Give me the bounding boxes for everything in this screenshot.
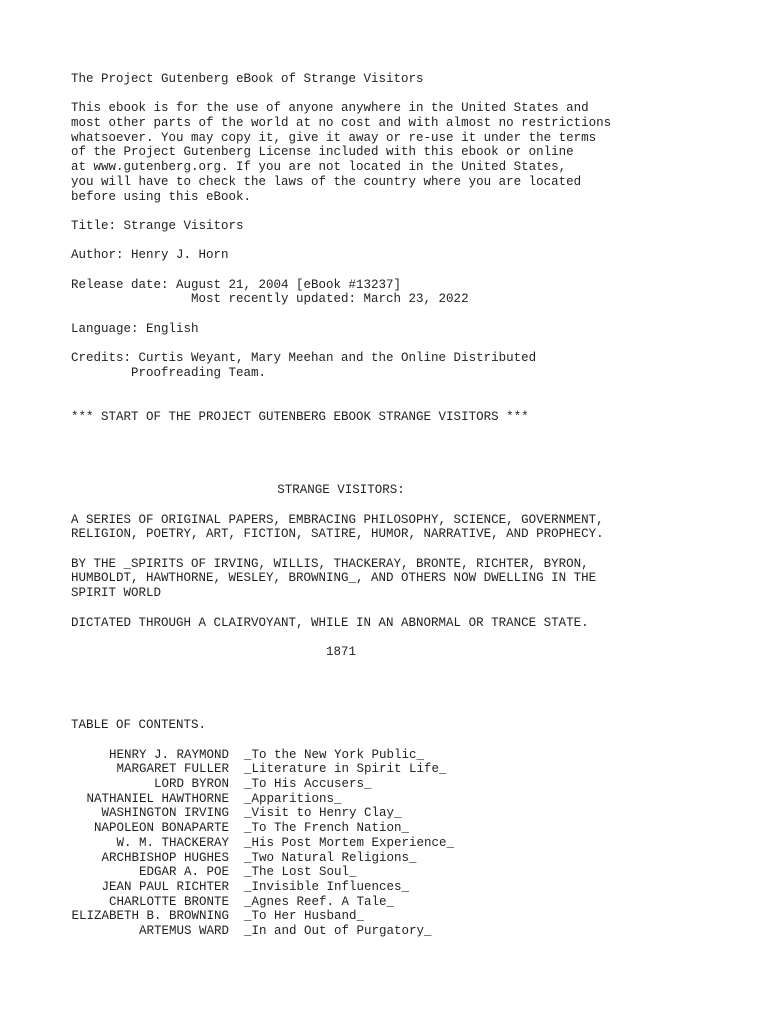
toc-entry [71,806,761,821]
toc-author: HENRY J. RAYMOND [108,747,229,762]
toc-title: _The Lost Soul_ [244,865,357,880]
toc-entry [71,777,761,792]
toc-entry [71,880,761,895]
toc-title: _Invisible Influences_ [244,879,410,894]
toc-author: NATHANIEL HAWTHORNE [86,791,229,806]
toc-entry [71,836,761,851]
toc-title: _To the New York Public_ [244,747,425,762]
toc-author: ELIZABETH B. BROWNING [71,909,229,924]
book-title: STRANGE VISITORS: [277,483,405,498]
toc-entry [71,851,761,866]
toc-title: _To Her Husband_ [244,909,365,924]
license-line: whatsoever. You may copy it, give it away or re-use it under the terms [71,130,597,145]
toc-title: _Two Natural Religions_ [244,850,417,865]
subtitle-line: A SERIES OF ORIGINAL PAPERS, EMBRACING PHILOSOPHY, SCIENCE, GOVERNMENT, [71,512,604,527]
toc-entry [71,762,761,777]
table-of-contents [71,748,761,939]
by-line: BY THE _SPIRITS OF IRVING, WILLIS, THACKERAY, BRONTE, RICHTER, BYRON, [71,556,589,571]
toc-entry [71,748,761,763]
license-line: This ebook is for the use of anyone anywhere in the United States and [71,101,589,116]
toc-author: NAPOLEON BONAPARTE [93,821,229,836]
language-field: Language: English [71,321,199,336]
credits-field: Credits: Curtis Weyant, Mary Meehan and the Online Distributed [71,351,537,366]
toc-author: ARCHBISHOP HUGHES [101,850,229,865]
toc-author: W. M. THACKERAY [116,835,229,850]
toc-author: ARTEMUS WARD [138,923,229,938]
toc-author: CHARLOTTE BRONTE [108,894,229,909]
start-marker: *** START OF THE PROJECT GUTENBERG EBOOK STRANGE VISITORS *** [71,409,529,424]
release-date-field: Release date: August 21, 2004 [eBook #13237] [71,277,402,292]
toc-entry [71,792,761,807]
toc-author: MARGARET FULLER [116,762,229,777]
toc-entry [71,821,761,836]
toc-author: EDGAR A. POE [138,865,229,880]
by-line: HUMBOLDT, HAWTHORNE, WESLEY, BROWNING_, AND OTHERS NOW DWELLING IN THE [71,571,597,586]
ebook-page [71,72,761,939]
updated-date-field: Most recently updated: March 23, 2022 [71,292,469,307]
license-line: at www.gutenberg.org. If you are not located in the United States, [71,160,567,175]
license-line: most other parts of the world at no cost and with almost no restrictions [71,116,612,131]
subtitle-line: RELIGION, POETRY, ART, FICTION, SATIRE, HUMOR, NARRATIVE, AND PROPHECY. [71,527,604,542]
toc-heading: TABLE OF CONTENTS. [71,718,207,733]
toc-entry [71,895,761,910]
toc-title: _To His Accusers_ [244,777,372,792]
toc-title: _His Post Mortem Experience_ [244,835,455,850]
ebook-header-title: The Project Gutenberg eBook of Strange Visitors [71,72,424,86]
author-field: Author: Henry J. Horn [71,248,229,263]
toc-author: LORD BYRON [153,777,229,792]
toc-title: _Agnes Reef. A Tale_ [244,894,395,909]
credits-field-continued: Proofreading Team. [71,365,267,380]
license-paragraph [71,101,761,204]
toc-entry [71,924,761,939]
toc-author: WASHINGTON IRVING [101,806,229,821]
license-line: you will have to check the laws of the country where you are located [71,174,582,189]
toc-title: _In and Out of Purgatory_ [244,923,432,938]
dictated-line: DICTATED THROUGH A CLAIRVOYANT, WHILE IN AN ABNORMAL OR TRANCE STATE. [71,615,589,630]
toc-title: _Apparitions_ [244,791,342,806]
license-line: before using this eBook. [71,189,252,204]
license-line: of the Project Gutenberg License included with this ebook or online [71,145,574,160]
toc-entry [71,909,761,924]
toc-title: _Literature in Spirit Life_ [244,762,447,777]
toc-title: _Visit to Henry Clay_ [244,806,402,821]
by-line: SPIRIT WORLD [71,586,162,601]
publication-year: 1871 [325,644,356,659]
title-field: Title: Strange Visitors [71,218,244,233]
toc-entry [71,865,761,880]
toc-author: JEAN PAUL RICHTER [101,879,229,894]
toc-title: _To The French Nation_ [244,821,410,836]
